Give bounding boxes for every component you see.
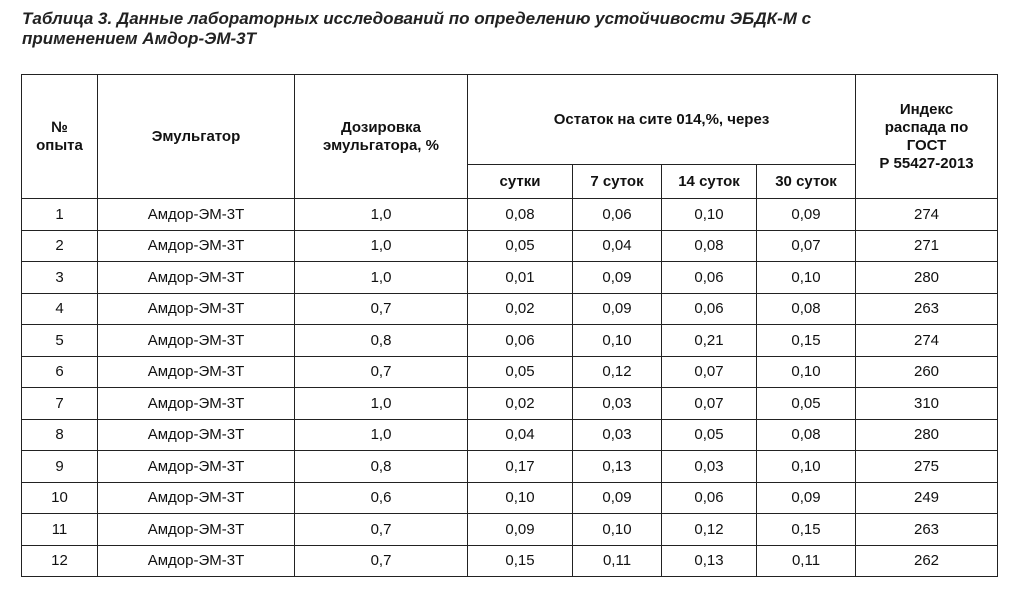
- cell-residue-day: 0,15: [468, 545, 573, 577]
- cell-residue-7-days: 0,09: [573, 293, 662, 325]
- cell-residue-30-days: 0,15: [757, 514, 856, 546]
- cell-residue-14-days: 0,21: [662, 325, 757, 357]
- header-row-main: [22, 75, 998, 165]
- cell-emulsifier: Амдор-ЭМ-3Т: [98, 325, 295, 357]
- cell-residue-day: 0,10: [468, 482, 573, 514]
- cell-residue-7-days: 0,10: [573, 514, 662, 546]
- cell-emulsifier: Амдор-ЭМ-3Т: [98, 514, 295, 546]
- cell-residue-7-days: 0,09: [573, 262, 662, 294]
- cell-dosage: 0,8: [295, 325, 468, 357]
- caption-line-2: применением Амдор-ЭМ-3Т: [22, 29, 256, 48]
- cell-emulsifier: Амдор-ЭМ-3Т: [98, 262, 295, 294]
- cell-residue-30-days: 0,07: [757, 230, 856, 262]
- cell-number: 7: [22, 388, 98, 420]
- cell-decay-index: 260: [856, 356, 998, 388]
- cell-residue-14-days: 0,05: [662, 419, 757, 451]
- cell-number: 3: [22, 262, 98, 294]
- cell-number: 1: [22, 199, 98, 231]
- cell-residue-14-days: 0,06: [662, 482, 757, 514]
- cell-dosage: 1,0: [295, 419, 468, 451]
- cell-dosage: 0,7: [295, 514, 468, 546]
- cell-dosage: 0,7: [295, 356, 468, 388]
- cell-number: 6: [22, 356, 98, 388]
- cell-dosage: 1,0: [295, 199, 468, 231]
- cell-residue-14-days: 0,13: [662, 545, 757, 577]
- cell-residue-day: 0,17: [468, 451, 573, 483]
- cell-dosage: 0,8: [295, 451, 468, 483]
- cell-residue-30-days: 0,05: [757, 388, 856, 420]
- cell-residue-day: 0,02: [468, 293, 573, 325]
- cell-residue-30-days: 0,08: [757, 293, 856, 325]
- table-row: [22, 199, 998, 231]
- cell-residue-30-days: 0,08: [757, 419, 856, 451]
- cell-decay-index: 280: [856, 419, 998, 451]
- cell-residue-30-days: 0,11: [757, 545, 856, 577]
- table-row: [22, 419, 998, 451]
- cell-residue-30-days: 0,10: [757, 356, 856, 388]
- cell-emulsifier: Амдор-ЭМ-3Т: [98, 451, 295, 483]
- cell-residue-7-days: 0,09: [573, 482, 662, 514]
- cell-decay-index: 274: [856, 325, 998, 357]
- cell-emulsifier: Амдор-ЭМ-3Т: [98, 545, 295, 577]
- cell-number: 8: [22, 419, 98, 451]
- header-text: Р 55427-2013: [879, 154, 974, 172]
- results-table: [21, 74, 998, 577]
- cell-residue-7-days: 0,03: [573, 388, 662, 420]
- cell-emulsifier: Амдор-ЭМ-3Т: [98, 388, 295, 420]
- cell-decay-index: 249: [856, 482, 998, 514]
- cell-number: 12: [22, 545, 98, 577]
- header-residue-30-days: 30 суток: [757, 165, 856, 199]
- cell-decay-index: 263: [856, 293, 998, 325]
- cell-number: 11: [22, 514, 98, 546]
- header-text: Дозировка: [341, 118, 421, 136]
- cell-residue-7-days: 0,12: [573, 356, 662, 388]
- cell-residue-day: 0,05: [468, 356, 573, 388]
- header-text: опыта: [36, 136, 83, 154]
- header-decay-index: [856, 75, 998, 199]
- table-row: [22, 293, 998, 325]
- cell-dosage: 0,6: [295, 482, 468, 514]
- table-caption: [22, 9, 982, 49]
- table-row: [22, 356, 998, 388]
- cell-residue-14-days: 0,06: [662, 293, 757, 325]
- table-row: [22, 482, 998, 514]
- cell-residue-7-days: 0,13: [573, 451, 662, 483]
- cell-emulsifier: Амдор-ЭМ-3Т: [98, 482, 295, 514]
- header-text: эмульгатора, %: [323, 136, 439, 154]
- cell-number: 4: [22, 293, 98, 325]
- table-row: [22, 514, 998, 546]
- table-row: [22, 325, 998, 357]
- cell-decay-index: 274: [856, 199, 998, 231]
- cell-decay-index: 280: [856, 262, 998, 294]
- cell-emulsifier: Амдор-ЭМ-3Т: [98, 419, 295, 451]
- cell-dosage: 0,7: [295, 545, 468, 577]
- cell-residue-7-days: 0,10: [573, 325, 662, 357]
- cell-residue-30-days: 0,09: [757, 482, 856, 514]
- cell-decay-index: 262: [856, 545, 998, 577]
- cell-dosage: 1,0: [295, 262, 468, 294]
- cell-residue-14-days: 0,08: [662, 230, 757, 262]
- cell-emulsifier: Амдор-ЭМ-3Т: [98, 230, 295, 262]
- table-header: [22, 75, 998, 199]
- cell-residue-30-days: 0,15: [757, 325, 856, 357]
- cell-residue-day: 0,08: [468, 199, 573, 231]
- cell-residue-day: 0,04: [468, 419, 573, 451]
- cell-residue-day: 0,05: [468, 230, 573, 262]
- cell-decay-index: 271: [856, 230, 998, 262]
- cell-residue-day: 0,01: [468, 262, 573, 294]
- header-text: ГОСТ: [906, 136, 947, 154]
- cell-decay-index: 263: [856, 514, 998, 546]
- table-row: [22, 262, 998, 294]
- cell-decay-index: 275: [856, 451, 998, 483]
- cell-dosage: 1,0: [295, 230, 468, 262]
- header-residue-7-days: 7 суток: [573, 165, 662, 199]
- header-text: распада по: [884, 118, 969, 136]
- cell-emulsifier: Амдор-ЭМ-3Т: [98, 293, 295, 325]
- cell-residue-30-days: 0,09: [757, 199, 856, 231]
- header-text: №: [51, 118, 68, 136]
- cell-dosage: 0,7: [295, 293, 468, 325]
- header-text: Индекс: [899, 100, 954, 118]
- table-row: [22, 451, 998, 483]
- table-row: [22, 545, 998, 577]
- cell-decay-index: 310: [856, 388, 998, 420]
- cell-residue-7-days: 0,04: [573, 230, 662, 262]
- cell-residue-30-days: 0,10: [757, 262, 856, 294]
- cell-number: 9: [22, 451, 98, 483]
- cell-residue-7-days: 0,11: [573, 545, 662, 577]
- cell-residue-14-days: 0,03: [662, 451, 757, 483]
- cell-residue-14-days: 0,12: [662, 514, 757, 546]
- header-residue-day: сутки: [468, 165, 573, 199]
- cell-number: 5: [22, 325, 98, 357]
- cell-number: 10: [22, 482, 98, 514]
- cell-residue-30-days: 0,10: [757, 451, 856, 483]
- table-row: [22, 230, 998, 262]
- cell-residue-7-days: 0,06: [573, 199, 662, 231]
- header-residue-14-days: 14 суток: [662, 165, 757, 199]
- cell-residue-day: 0,02: [468, 388, 573, 420]
- cell-residue-day: 0,06: [468, 325, 573, 357]
- cell-dosage: 1,0: [295, 388, 468, 420]
- cell-residue-14-days: 0,06: [662, 262, 757, 294]
- cell-residue-14-days: 0,10: [662, 199, 757, 231]
- cell-emulsifier: Амдор-ЭМ-3Т: [98, 199, 295, 231]
- cell-residue-day: 0,09: [468, 514, 573, 546]
- header-experiment-number: [22, 75, 98, 199]
- cell-residue-7-days: 0,03: [573, 419, 662, 451]
- cell-number: 2: [22, 230, 98, 262]
- header-sieve-residue: Остаток на сите 014,%, через: [468, 75, 856, 165]
- caption-line-1: Таблица 3. Данные лабораторных исследований по определению устойчивости ЭБДК-М с: [22, 9, 812, 28]
- cell-emulsifier: Амдор-ЭМ-3Т: [98, 356, 295, 388]
- header-emulsifier: Эмульгатор: [98, 75, 295, 199]
- header-dosage: [295, 75, 468, 199]
- table-body: [22, 199, 998, 577]
- cell-residue-14-days: 0,07: [662, 356, 757, 388]
- cell-residue-14-days: 0,07: [662, 388, 757, 420]
- table-row: [22, 388, 998, 420]
